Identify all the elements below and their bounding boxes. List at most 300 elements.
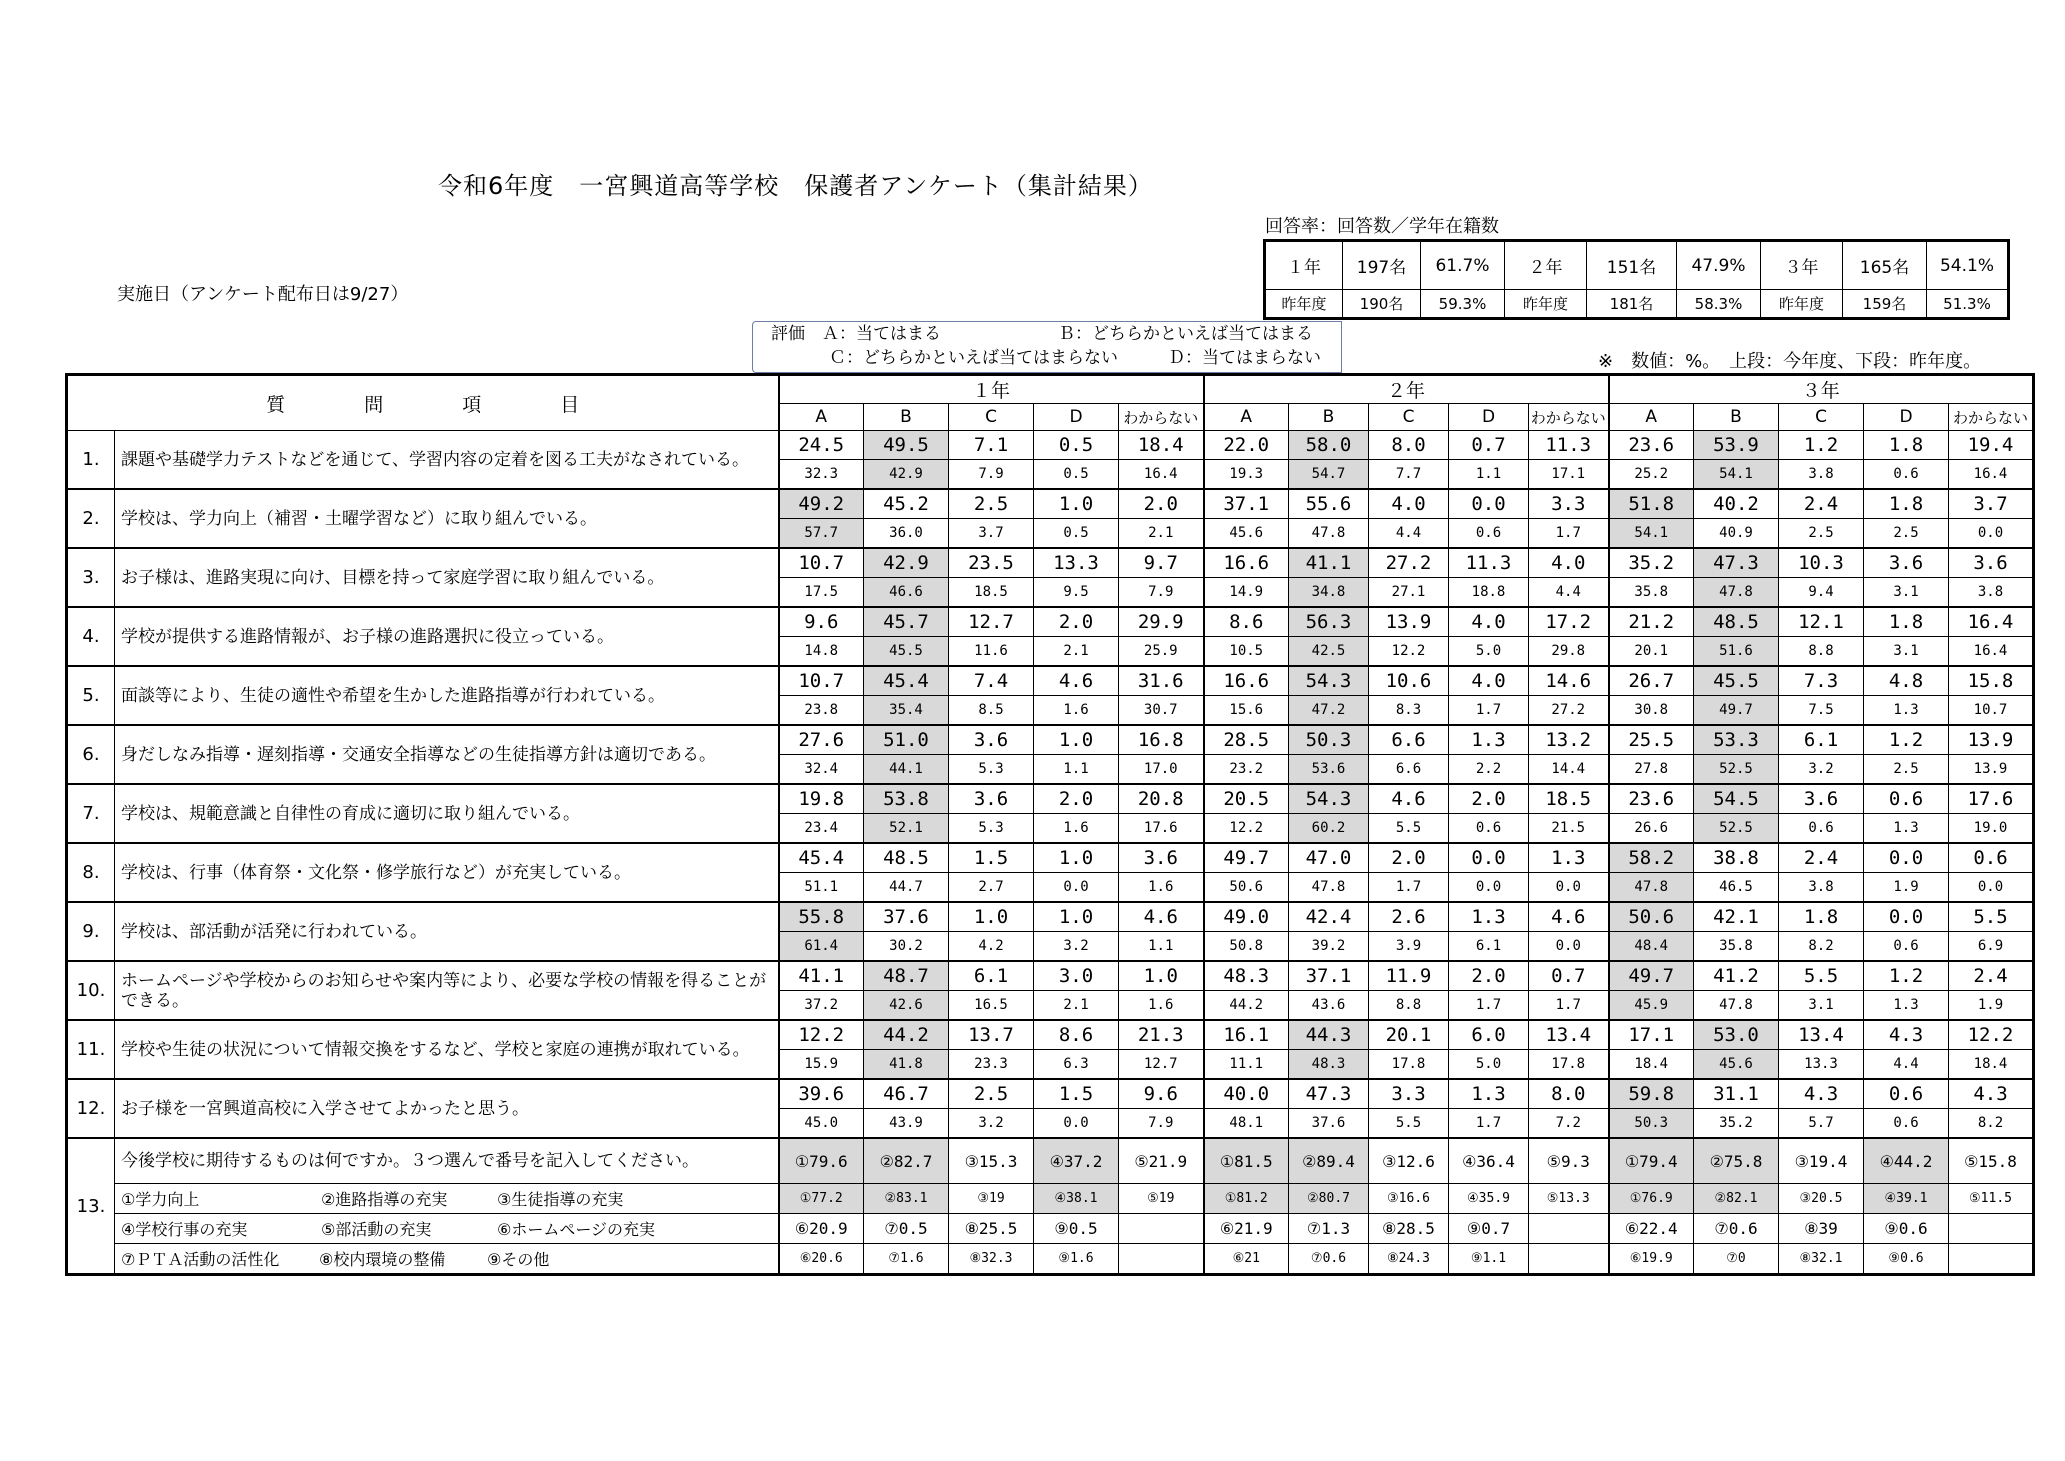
value-current: 46.7	[864, 1079, 949, 1109]
q13-option: ④学校行事の充実	[121, 1220, 248, 1239]
value-current: 4.3	[1864, 1020, 1949, 1050]
value-previous: 35.8	[1609, 578, 1694, 608]
q13-value: ④44.2	[1864, 1138, 1949, 1184]
value-previous: 1.1	[1449, 460, 1529, 490]
value-current: 49.5	[864, 431, 949, 460]
value-current: 6.1	[1779, 725, 1864, 755]
value-previous: 37.6	[1289, 1109, 1369, 1139]
value-current: 3.7	[1949, 489, 2034, 519]
q13-value: ⑤11.5	[1949, 1184, 2034, 1214]
question-row-current	[67, 1079, 2034, 1109]
q13-option: ②進路指導の充実	[321, 1190, 448, 1209]
value-current: 6.6	[1369, 725, 1449, 755]
grade-label: ２年	[1505, 241, 1587, 290]
value-previous: 5.0	[1449, 637, 1529, 667]
value-previous: 0.0	[1449, 873, 1529, 903]
value-current: 40.2	[1694, 489, 1779, 519]
q13-value: ①81.5	[1204, 1138, 1289, 1184]
value-previous: 45.0	[779, 1109, 864, 1139]
value-current: 2.5	[949, 489, 1034, 519]
value-current: 23.6	[1609, 431, 1694, 460]
value-current: 13.4	[1779, 1020, 1864, 1050]
q13-value: ②83.1	[864, 1184, 949, 1214]
value-previous: 13.3	[1779, 1050, 1864, 1080]
q13-option: ⑦ＰＴＡ活動の活性化	[121, 1250, 280, 1269]
value-current: 8.6	[1204, 607, 1289, 637]
value-previous: 23.3	[949, 1050, 1034, 1080]
value-previous: 1.7	[1369, 873, 1449, 903]
value-previous: 45.6	[1694, 1050, 1779, 1080]
value-previous: 3.1	[1864, 578, 1949, 608]
q13-value: ①81.2	[1204, 1184, 1289, 1214]
value-current: 1.3	[1449, 725, 1529, 755]
prev-label: 昨年度	[1265, 290, 1343, 319]
value-current: 12.2	[1949, 1020, 2034, 1050]
value-current: 9.7	[1119, 548, 1204, 578]
value-current: 42.9	[864, 548, 949, 578]
question-row-current	[67, 489, 2034, 519]
q13-value: ②89.4	[1289, 1138, 1369, 1184]
value-current: 23.5	[949, 548, 1034, 578]
q13-value: ①76.9	[1609, 1184, 1694, 1214]
value-current: 53.0	[1694, 1020, 1779, 1050]
value-current: 45.2	[864, 489, 949, 519]
value-current: 44.3	[1289, 1020, 1369, 1050]
value-current: 3.0	[1034, 961, 1119, 991]
value-previous: 23.4	[779, 814, 864, 844]
value-current: 4.0	[1369, 489, 1449, 519]
column-header: D	[1864, 404, 1949, 431]
eval-b: Ｂ：どちらかといえば当てはまる	[1058, 324, 1313, 344]
value-previous: 6.3	[1034, 1050, 1119, 1080]
q13-value: ①79.6	[779, 1138, 864, 1184]
value-previous: 42.9	[864, 460, 949, 490]
q13-value	[1949, 1244, 2034, 1275]
question-row-current	[67, 607, 2034, 637]
value-current: 29.9	[1119, 607, 1204, 637]
value-previous: 1.6	[1034, 814, 1119, 844]
q13-option: ⑧校内環境の整備	[319, 1250, 446, 1269]
value-previous: 18.4	[1609, 1050, 1694, 1080]
value-previous: 42.6	[864, 991, 949, 1021]
question-text: 学校は、規範意識と自律性の育成に適切に取り組んでいる。	[115, 784, 779, 843]
question-number: 6.	[67, 725, 115, 784]
q13-value: ⑨0.7	[1449, 1214, 1529, 1244]
value-previous: 12.2	[1369, 637, 1449, 667]
value-previous: 3.2	[949, 1109, 1034, 1139]
prev-label: 昨年度	[1761, 290, 1843, 319]
q13-value: ⑥20.6	[779, 1244, 864, 1275]
value-current: 2.0	[1449, 784, 1529, 814]
value-previous: 30.7	[1119, 696, 1204, 726]
q13-value: ⑧28.5	[1369, 1214, 1449, 1244]
value-current: 13.2	[1529, 725, 1609, 755]
value-previous: 1.9	[1949, 991, 2034, 1021]
value-current: 38.8	[1694, 843, 1779, 873]
value-current: 53.8	[864, 784, 949, 814]
q13-value: ②82.7	[864, 1138, 949, 1184]
column-header: C	[1779, 404, 1864, 431]
value-current: 37.1	[1204, 489, 1289, 519]
grade-label: ３年	[1761, 241, 1843, 290]
value-previous: 37.2	[779, 991, 864, 1021]
value-current: 25.5	[1609, 725, 1694, 755]
q13-value	[1949, 1214, 2034, 1244]
value-previous: 3.1	[1779, 991, 1864, 1021]
prev-count: 190名	[1343, 290, 1421, 319]
value-current: 51.8	[1609, 489, 1694, 519]
value-current: 2.4	[1949, 961, 2034, 991]
value-previous: 43.6	[1289, 991, 1369, 1021]
value-current: 50.3	[1289, 725, 1369, 755]
q13-value: ④39.1	[1864, 1184, 1949, 1214]
question-text: 身だしなみ指導・遅刻指導・交通安全指導などの生徒指導方針は適切である。	[115, 725, 779, 784]
value-current: 1.8	[1864, 431, 1949, 460]
value-previous: 36.0	[864, 519, 949, 549]
value-current: 48.3	[1204, 961, 1289, 991]
value-current: 7.3	[1779, 666, 1864, 696]
value-previous: 27.1	[1369, 578, 1449, 608]
value-previous: 25.2	[1609, 460, 1694, 490]
response-rate-table	[1263, 239, 2010, 320]
value-current: 12.7	[949, 607, 1034, 637]
value-previous: 1.3	[1864, 814, 1949, 844]
value-previous: 45.9	[1609, 991, 1694, 1021]
value-previous: 4.4	[1864, 1050, 1949, 1080]
value-previous: 8.5	[949, 696, 1034, 726]
q13-value: ①79.4	[1609, 1138, 1694, 1184]
grade-header: ３年	[1609, 375, 2034, 404]
q13-value: ⑨0.6	[1864, 1244, 1949, 1275]
value-current: 2.0	[1034, 607, 1119, 637]
value-current: 3.6	[1864, 548, 1949, 578]
value-current: 22.0	[1204, 431, 1289, 460]
question-text: 学校は、学力向上（補習・土曜学習など）に取り組んでいる。	[115, 489, 779, 548]
value-previous: 2.1	[1034, 637, 1119, 667]
value-current: 54.3	[1289, 784, 1369, 814]
value-previous: 51.1	[779, 873, 864, 903]
value-current: 2.0	[1034, 784, 1119, 814]
question-text: 課題や基礎学力テストなどを通じて、学習内容の定着を図る工夫がなされている。	[115, 431, 779, 490]
value-current: 35.2	[1609, 548, 1694, 578]
value-previous: 0.0	[1034, 873, 1119, 903]
value-current: 47.3	[1289, 1079, 1369, 1109]
question-row-current	[67, 548, 2034, 578]
value-current: 27.2	[1369, 548, 1449, 578]
q13-value: ④36.4	[1449, 1138, 1529, 1184]
value-previous: 8.8	[1369, 991, 1449, 1021]
value-previous: 11.1	[1204, 1050, 1289, 1080]
question-number: 1.	[67, 431, 115, 490]
value-previous: 46.5	[1694, 873, 1779, 903]
value-current: 4.8	[1864, 666, 1949, 696]
column-header: わからない	[1949, 404, 2034, 431]
value-previous: 0.5	[1034, 519, 1119, 549]
value-previous: 0.0	[1034, 1109, 1119, 1139]
question-row-current	[67, 843, 2034, 873]
question-number: 13.	[67, 1138, 115, 1275]
question-number: 12.	[67, 1079, 115, 1138]
value-previous: 54.1	[1609, 519, 1694, 549]
value-previous: 17.8	[1369, 1050, 1449, 1080]
value-current: 2.0	[1119, 489, 1204, 519]
value-current: 1.0	[1034, 902, 1119, 932]
value-previous: 7.9	[1119, 578, 1204, 608]
value-current: 39.6	[779, 1079, 864, 1109]
value-previous: 13.9	[1949, 755, 2034, 785]
column-header: A	[1609, 404, 1694, 431]
q13-value: ⑧24.3	[1369, 1244, 1449, 1275]
value-previous: 49.7	[1694, 696, 1779, 726]
value-current: 45.7	[864, 607, 949, 637]
value-current: 0.0	[1449, 489, 1529, 519]
value-current: 41.1	[1289, 548, 1369, 578]
value-previous: 4.4	[1529, 578, 1609, 608]
q13-value: ③20.5	[1779, 1184, 1864, 1214]
value-current: 6.1	[949, 961, 1034, 991]
q13-value: ⑦1.3	[1289, 1214, 1369, 1244]
value-previous: 51.6	[1694, 637, 1779, 667]
value-previous: 41.8	[864, 1050, 949, 1080]
value-previous: 3.2	[1034, 932, 1119, 962]
response-rate-caption: 回答率：回答数／学年在籍数	[1265, 216, 1499, 237]
value-current: 20.1	[1369, 1020, 1449, 1050]
value-current: 53.3	[1694, 725, 1779, 755]
q13-value: ⑤21.9	[1119, 1138, 1204, 1184]
value-current: 1.2	[1864, 725, 1949, 755]
value-previous: 45.5	[864, 637, 949, 667]
prev-rate: 58.3%	[1677, 290, 1761, 319]
value-current: 8.0	[1529, 1079, 1609, 1109]
value-current: 13.9	[1369, 607, 1449, 637]
value-previous: 27.2	[1529, 696, 1609, 726]
question-row-current	[67, 961, 2034, 991]
value-previous: 0.6	[1864, 1109, 1949, 1139]
value-current: 16.4	[1949, 607, 2034, 637]
value-current: 14.6	[1529, 666, 1609, 696]
value-current: 8.6	[1034, 1020, 1119, 1050]
q13-value: ⑥20.9	[779, 1214, 864, 1244]
value-previous: 7.9	[1119, 1109, 1204, 1139]
value-previous: 1.7	[1529, 991, 1609, 1021]
q13-value: ⑦0.6	[1289, 1244, 1369, 1275]
question-text: 学校や生徒の状況について情報交換をするなど、学校と家庭の連携が取れている。	[115, 1020, 779, 1079]
value-current: 48.7	[864, 961, 949, 991]
question-number: 7.	[67, 784, 115, 843]
q13-value: ⑥21.9	[1204, 1214, 1289, 1244]
question-text: ホームページや学校からのお知らせや案内等により、必要な学校の情報を得ることができる。	[115, 961, 779, 1020]
value-previous: 4.2	[949, 932, 1034, 962]
q13-option: ⑥ホームページの充実	[497, 1220, 656, 1239]
column-header: A	[779, 404, 864, 431]
value-previous: 30.2	[864, 932, 949, 962]
values-note: ※ 数値：%。 上段：今年度、下段：昨年度。	[1598, 351, 1982, 372]
prev-count: 159名	[1843, 290, 1927, 319]
response-count: 165名	[1843, 241, 1927, 290]
value-current: 20.5	[1204, 784, 1289, 814]
value-previous: 52.1	[864, 814, 949, 844]
q13-value	[1119, 1214, 1204, 1244]
value-previous: 8.2	[1779, 932, 1864, 962]
value-current: 44.2	[864, 1020, 949, 1050]
value-current: 17.6	[1949, 784, 2034, 814]
value-current: 45.4	[864, 666, 949, 696]
value-previous: 54.1	[1694, 460, 1779, 490]
question-number: 2.	[67, 489, 115, 548]
value-current: 49.7	[1204, 843, 1289, 873]
value-previous: 1.6	[1119, 991, 1204, 1021]
value-previous: 32.4	[779, 755, 864, 785]
value-previous: 0.6	[1864, 932, 1949, 962]
question-text: 学校が提供する進路情報が、お子様の進路選択に役立っている。	[115, 607, 779, 666]
value-current: 2.0	[1369, 843, 1449, 873]
q13-value: ③19.4	[1779, 1138, 1864, 1184]
value-current: 19.4	[1949, 431, 2034, 460]
value-previous: 16.4	[1949, 460, 2034, 490]
value-current: 1.8	[1864, 489, 1949, 519]
question-number: 10.	[67, 961, 115, 1020]
response-count: 151名	[1587, 241, 1677, 290]
value-current: 18.5	[1529, 784, 1609, 814]
column-header: B	[1289, 404, 1369, 431]
q13-value: ⑦0.5	[864, 1214, 949, 1244]
value-current: 13.7	[949, 1020, 1034, 1050]
value-current: 1.0	[1119, 961, 1204, 991]
value-previous: 17.5	[779, 578, 864, 608]
value-current: 42.1	[1694, 902, 1779, 932]
value-current: 3.6	[1949, 548, 2034, 578]
value-current: 3.6	[1779, 784, 1864, 814]
question-row-current	[67, 431, 2034, 460]
value-current: 7.4	[949, 666, 1034, 696]
q13-value: ③19	[949, 1184, 1034, 1214]
value-previous: 1.6	[1119, 873, 1204, 903]
value-previous: 5.5	[1369, 814, 1449, 844]
value-current: 13.3	[1034, 548, 1119, 578]
value-current: 48.5	[864, 843, 949, 873]
value-previous: 53.6	[1289, 755, 1369, 785]
value-current: 17.1	[1609, 1020, 1694, 1050]
q13-option: ⑤部活動の充実	[321, 1220, 432, 1239]
value-previous: 9.5	[1034, 578, 1119, 608]
value-current: 4.3	[1949, 1079, 2034, 1109]
q13-value: ⑧32.3	[949, 1244, 1034, 1275]
q13-value: ⑤9.3	[1529, 1138, 1609, 1184]
q13-value: ①77.2	[779, 1184, 864, 1214]
value-current: 0.0	[1449, 843, 1529, 873]
value-previous: 44.1	[864, 755, 949, 785]
value-previous: 1.1	[1034, 755, 1119, 785]
value-previous: 50.6	[1204, 873, 1289, 903]
value-current: 0.7	[1529, 961, 1609, 991]
value-current: 47.3	[1694, 548, 1779, 578]
value-previous: 5.3	[949, 755, 1034, 785]
value-previous: 7.2	[1529, 1109, 1609, 1139]
value-previous: 1.3	[1864, 696, 1949, 726]
value-current: 3.6	[1119, 843, 1204, 873]
value-previous: 15.6	[1204, 696, 1289, 726]
value-current: 16.1	[1204, 1020, 1289, 1050]
value-previous: 2.2	[1449, 755, 1529, 785]
q13-value: ⑤15.8	[1949, 1138, 2034, 1184]
column-header: わからない	[1119, 404, 1204, 431]
value-previous: 35.2	[1694, 1109, 1779, 1139]
q13-value: ②75.8	[1694, 1138, 1779, 1184]
response-rate-prev-row	[1265, 290, 2009, 319]
value-previous: 34.8	[1289, 578, 1369, 608]
value-current: 41.2	[1694, 961, 1779, 991]
value-previous: 48.1	[1204, 1109, 1289, 1139]
value-current: 37.1	[1289, 961, 1369, 991]
value-current: 12.1	[1779, 607, 1864, 637]
value-previous: 1.1	[1119, 932, 1204, 962]
q13-value: ②80.7	[1289, 1184, 1369, 1214]
value-current: 45.4	[779, 843, 864, 873]
q13-value: ⑧39	[1779, 1214, 1864, 1244]
q13-value: ④35.9	[1449, 1184, 1529, 1214]
value-previous: 23.8	[779, 696, 864, 726]
question-header: 質 問 項 目	[67, 375, 779, 431]
value-current: 55.8	[779, 902, 864, 932]
value-previous: 35.8	[1694, 932, 1779, 962]
value-previous: 32.3	[779, 460, 864, 490]
value-current: 1.2	[1779, 431, 1864, 460]
value-previous: 50.8	[1204, 932, 1289, 962]
q13-value	[1529, 1244, 1609, 1275]
value-previous: 5.0	[1449, 1050, 1529, 1080]
q13-value: ⑧32.1	[1779, 1244, 1864, 1275]
evaluation-legend	[752, 321, 1342, 373]
value-current: 58.0	[1289, 431, 1369, 460]
value-current: 23.6	[1609, 784, 1694, 814]
value-current: 8.0	[1369, 431, 1449, 460]
value-previous: 21.5	[1529, 814, 1609, 844]
value-previous: 8.3	[1369, 696, 1449, 726]
value-previous: 23.2	[1204, 755, 1289, 785]
question-text: 学校は、行事（体育祭・文化祭・修学旅行など）が充実している。	[115, 843, 779, 902]
value-previous: 2.5	[1779, 519, 1864, 549]
value-current: 59.8	[1609, 1079, 1694, 1109]
value-current: 2.0	[1449, 961, 1529, 991]
value-current: 50.6	[1609, 902, 1694, 932]
value-current: 19.8	[779, 784, 864, 814]
value-current: 18.4	[1119, 431, 1204, 460]
value-current: 12.2	[779, 1020, 864, 1050]
prev-rate: 59.3%	[1421, 290, 1505, 319]
value-previous: 7.9	[949, 460, 1034, 490]
value-previous: 60.2	[1289, 814, 1369, 844]
value-current: 42.4	[1289, 902, 1369, 932]
value-previous: 47.8	[1694, 578, 1779, 608]
value-previous: 16.5	[949, 991, 1034, 1021]
value-previous: 6.6	[1369, 755, 1449, 785]
value-current: 3.6	[949, 784, 1034, 814]
value-previous: 15.9	[779, 1050, 864, 1080]
value-previous: 8.2	[1949, 1109, 2034, 1139]
survey-results-table	[65, 373, 2035, 1276]
value-previous: 3.7	[949, 519, 1034, 549]
value-previous: 52.5	[1694, 755, 1779, 785]
value-previous: 39.2	[1289, 932, 1369, 962]
value-previous: 30.8	[1609, 696, 1694, 726]
value-current: 1.0	[1034, 843, 1119, 873]
value-current: 1.8	[1779, 902, 1864, 932]
q13-value: ④37.2	[1034, 1138, 1119, 1184]
value-previous: 17.0	[1119, 755, 1204, 785]
value-current: 16.8	[1119, 725, 1204, 755]
column-header: わからない	[1529, 404, 1609, 431]
value-previous: 47.2	[1289, 696, 1369, 726]
